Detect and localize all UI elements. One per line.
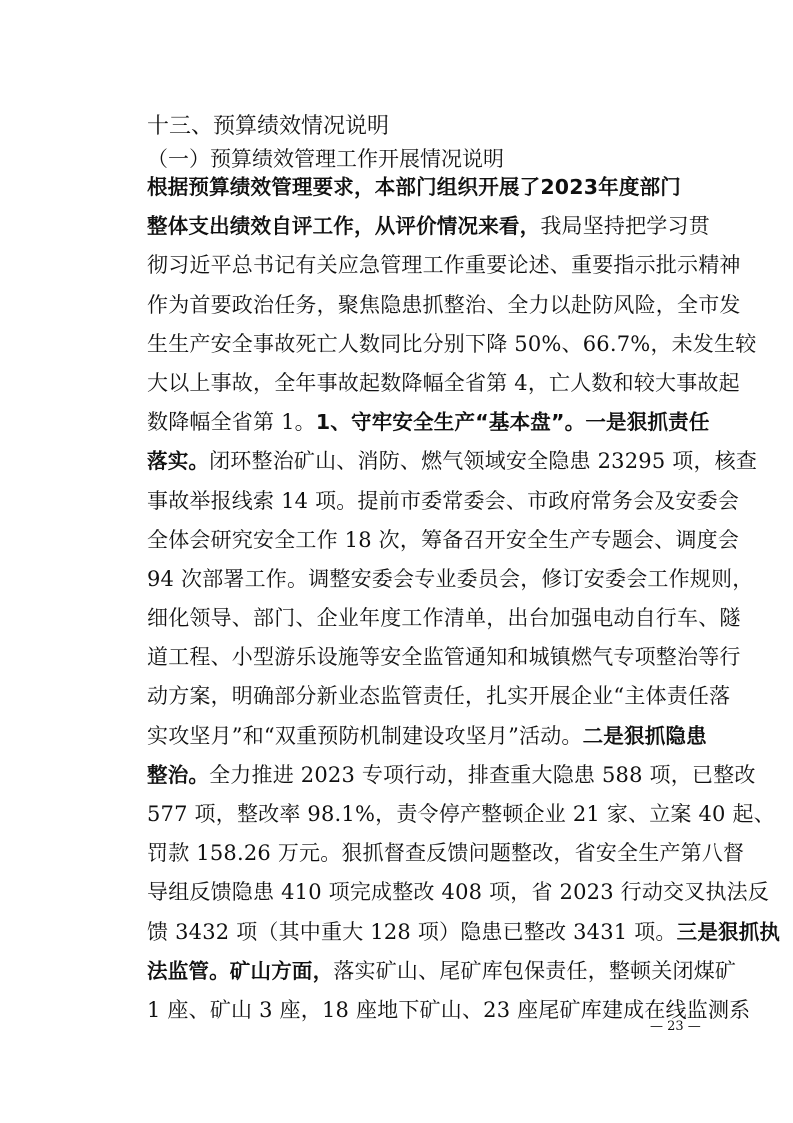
text-segment: 94 次部署工作。调整安委会专业委员会，修订安委会工作规则， [147, 566, 754, 591]
text-segment: 彻习近平总书记有关应急管理工作重要论述、重要指示批示精神 [147, 253, 741, 278]
body-paragraph [147, 168, 781, 1030]
text-segment: 全力推进 2023 专项行动，排查重大隐患 588 项，已整改 [209, 762, 756, 787]
page-number: — 23 — [650, 1019, 701, 1034]
text-segment: 1 座、矿山 3 座，18 座地下矿山、23 座尾矿库建成在线监测系 [147, 997, 751, 1022]
text-segment: 全体会研究安全工作 18 次，筹备召开安全生产专题会、调度会 [147, 527, 740, 552]
text-segment: 实攻坚月”和“双重预防机制建设攻坚月”活动。 [147, 723, 583, 748]
text-line [147, 991, 751, 1030]
bold-text-segment: 年度部门 [598, 175, 681, 199]
text-line [147, 286, 741, 325]
text-segment: 数降幅全省第 1。 [147, 410, 316, 435]
bold-text-segment: 二是狠抓隐患 [582, 723, 707, 748]
text-segment: 闭环整治矿山、消防、燃气领域安全隐患 23295 项，核查 [209, 449, 758, 474]
text-line [147, 246, 741, 285]
text-line [147, 873, 770, 912]
text-segment: 大以上事故，全年事故起数降幅全省第 4，亡人数和较大事故起 [147, 370, 740, 395]
text-segment: 作为首要政治任务，聚焦隐患抓整治、全力以赴防风险，全市发 [147, 292, 741, 317]
bold-text-segment: 三是狠抓执 [676, 919, 781, 944]
text-line [147, 482, 740, 521]
bold-text-segment: 整体支出绩效自评工作，从评价情况来看， [147, 214, 541, 239]
text-line [147, 834, 745, 873]
text-line [147, 756, 756, 795]
text-line [147, 677, 731, 716]
text-segment: 事故举报线索 14 项。提前市委常委会、市政府常务会及安委会 [147, 488, 740, 513]
text-segment: 导组反馈隐患 410 项完成整改 408 项，省 2023 行动交叉执法反 [147, 880, 770, 905]
text-line [147, 403, 710, 442]
text-segment: 细化领导、部门、企业年度工作清单，出台加强电动自行车、隧 [147, 606, 741, 631]
text-segment: 道工程、小型游乐设施等安全监管通知和城镇燃气专项整治等行 [147, 645, 741, 670]
bold-text-segment: 整治。 [147, 762, 210, 787]
text-line [147, 168, 707, 207]
bold-text-segment: 1、守牢安全生产“基本盘”。一是狠抓责任 [315, 410, 710, 435]
text-line [147, 913, 781, 952]
text-line [147, 325, 757, 364]
section-heading: 十三、预算绩效情况说明 [147, 114, 390, 139]
text-line [147, 364, 740, 403]
bold-text-segment: 2023 [540, 175, 599, 199]
text-line [147, 560, 754, 599]
subsection-heading: （一）预算绩效管理工作开展情况说明 [147, 147, 504, 171]
text-segment: 577 项，整改率 98.1%，责令停产整顿企业 21 家、立案 40 起、 [147, 802, 775, 826]
text-line [147, 952, 737, 991]
text-line [147, 717, 707, 756]
text-line [147, 795, 775, 834]
text-line [147, 442, 758, 481]
bold-text-segment: 落实。 [147, 449, 210, 474]
text-segment: 罚款 158.26 万元。狠抓督查反馈问题整改，省安全生产第八督 [147, 841, 745, 866]
text-segment: 我局坚持把学习贯 [540, 214, 710, 239]
text-segment: 馈 3432 项（其中重大 128 项）隐患已整改 3431 项。 [147, 919, 677, 944]
text-segment: 生生产安全事故死亡人数同比分别下降 50%、66.7%，未发生较 [147, 331, 757, 356]
bold-text-segment: 根据预算绩效管理要求，本部门组织开展了 [147, 175, 541, 199]
bold-text-segment: 法监管。矿山方面， [147, 958, 334, 983]
text-segment: 落实矿山、尾矿库包保责任，整顿关闭煤矿 [333, 958, 737, 983]
text-line [147, 599, 741, 638]
text-segment: 动方案，明确部分新业态监管责任，扎实开展企业“主体责任落 [147, 684, 731, 709]
text-line [147, 638, 741, 677]
text-line [147, 207, 710, 246]
text-line [147, 521, 740, 560]
